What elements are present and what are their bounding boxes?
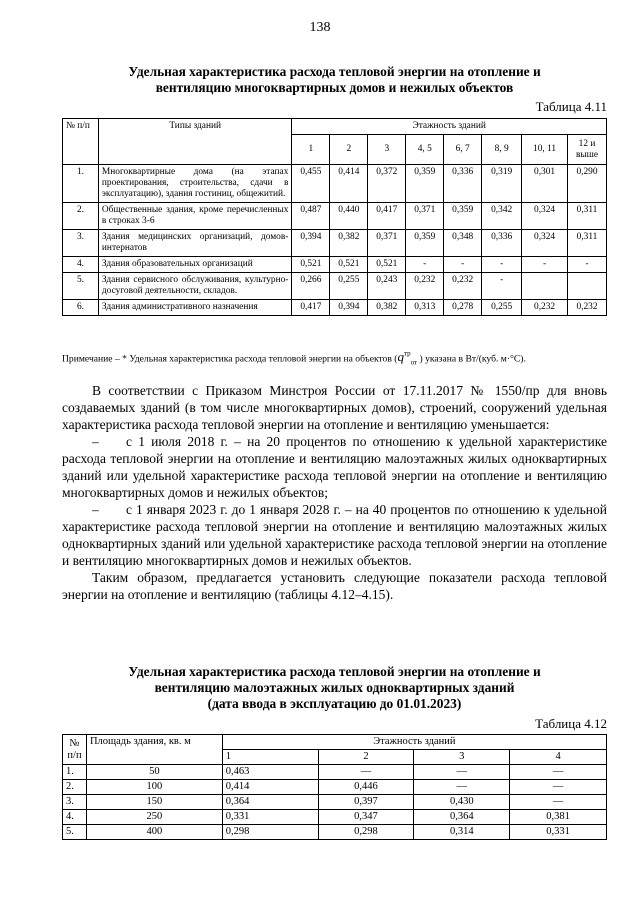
- table2-row-area: 100: [86, 780, 222, 795]
- table1-row-name: Здания образовательных организаций: [98, 257, 292, 273]
- table2-row-num: 2.: [63, 780, 87, 795]
- table2-heading: [62, 664, 607, 712]
- table1-cell: 0,372: [368, 165, 406, 203]
- table1-cell: [522, 273, 568, 300]
- list-item-1-text: с 1 июля 2018 г. – на 20 процентов по отношению к удельной характеристике расхода тепловой энергии на отопление и вентиляцию малоэтажных жилых одноквартирных зданий или удельной характеристике расхода тепловой энергии на отопление и вентиляцию многоквартирных домов и нежилых объектов;: [62, 434, 607, 500]
- table1-row-name: Здания медицинских организаций, домов-интернатов: [98, 230, 292, 257]
- table2-floor-header: 2: [318, 750, 414, 765]
- table1-cell: 0,417: [368, 203, 406, 230]
- table1-floor-header: 12 и выше: [568, 135, 607, 165]
- table2-cell: —: [318, 765, 414, 780]
- table1-cell: 0,255: [482, 300, 522, 316]
- table1-cell: 0,440: [330, 203, 368, 230]
- note-text-after: ) указана в Вт/(куб. м·°С).: [419, 353, 526, 365]
- table1-cell: 0,278: [444, 300, 482, 316]
- table1-cell: 0,521: [330, 257, 368, 273]
- table1-cell: 0,359: [444, 203, 482, 230]
- table1-cell: 0,243: [368, 273, 406, 300]
- list-item-2-text: с 1 января 2023 г. до 1 января 2028 г. – на 40 процентов по отношению к удельной характеристике расхода тепловой энергии на отопление и вентиляцию малоэтажных жилых одноквартирных зданий или удельной характеристике расхода тепловой энергии на отопление и вентиляцию многоквартирных домов и нежилых объектов.: [62, 502, 607, 568]
- table2-cell: 0,430: [414, 795, 510, 810]
- table1-heading-line1: Удельная характеристика расхода тепловой энергии на отопление и: [128, 64, 541, 79]
- table2-cell: 0,347: [318, 810, 414, 825]
- table1-row: [63, 257, 607, 273]
- table1-cell: 0,266: [292, 273, 330, 300]
- table1-note: [62, 344, 622, 373]
- table2-row: [63, 765, 607, 780]
- table1-cell: 0,348: [444, 230, 482, 257]
- table1: [62, 118, 607, 316]
- table1-cell: 0,255: [330, 273, 368, 300]
- table1-cell: 0,290: [568, 165, 607, 203]
- table2-cell: 0,298: [318, 825, 414, 840]
- table1-cell: 0,311: [568, 203, 607, 230]
- table2-floor-header: 4: [510, 750, 607, 765]
- table1-cell: 0,382: [330, 230, 368, 257]
- table2-floor-header: 1: [222, 750, 318, 765]
- table1-row: [63, 273, 607, 300]
- table1-cell: 0,232: [444, 273, 482, 300]
- table1-cell: [568, 273, 607, 300]
- table1-header-type: Типы зданий: [98, 119, 292, 165]
- table2-row: [63, 810, 607, 825]
- table1-row-name: Общественные здания, кроме перечисленных в строках 3-6: [98, 203, 292, 230]
- table1-cell: 0,487: [292, 203, 330, 230]
- table2-floor-header: 3: [414, 750, 510, 765]
- table2-cell: 0,381: [510, 810, 607, 825]
- table2-cell: —: [510, 765, 607, 780]
- table1-row: [63, 165, 607, 203]
- table2-row: [63, 825, 607, 840]
- table2-row-num: 5.: [63, 825, 87, 840]
- table2-row-num: 3.: [63, 795, 87, 810]
- table2-row-area: 150: [86, 795, 222, 810]
- table2-cell: 0,298: [222, 825, 318, 840]
- table2-heading-line3: (дата ввода в эксплуатацию до 01.01.2023): [207, 696, 462, 711]
- table1-cell: 0,319: [482, 165, 522, 203]
- table2-header-area: Площадь здания, кв. м: [86, 735, 222, 765]
- table2-row-area: 50: [86, 765, 222, 780]
- table2-cell: 0,446: [318, 780, 414, 795]
- list-item-2: [62, 501, 607, 569]
- table1-row-num: 4.: [63, 257, 99, 273]
- table1-row-name: Многоквартирные дома (на этапах проектирования, строительства, сдачи в эксплуатацию), здания гостиниц, общежитий.: [98, 165, 292, 203]
- note-symbol: $q^{тр}_{от}$: [397, 349, 418, 367]
- table1-header-floors: Этажность зданий: [292, 119, 607, 135]
- table2-row-area: 400: [86, 825, 222, 840]
- table1-cell: -: [406, 257, 444, 273]
- table1-cell: 0,342: [482, 203, 522, 230]
- table1-floor-header: 3: [368, 135, 406, 165]
- table1-row-num: 5.: [63, 273, 99, 300]
- table1-cell: 0,324: [522, 230, 568, 257]
- body-text: [62, 382, 607, 603]
- table1-row: [63, 230, 607, 257]
- table2-cell: 0,314: [414, 825, 510, 840]
- table2-header-num: № п/п: [63, 735, 87, 765]
- table2-row: [63, 795, 607, 810]
- note-text-before: Примечание – * Удельная характеристика расхода тепловой энергии на объектов (: [62, 353, 398, 365]
- table2-header-floors: Этажность зданий: [222, 735, 606, 750]
- table1-cell: 0,313: [406, 300, 444, 316]
- table1-cell: -: [482, 273, 522, 300]
- table2-row-num: 4.: [63, 810, 87, 825]
- table2-cell: —: [414, 780, 510, 795]
- table2-row-num: 1.: [63, 765, 87, 780]
- table1-floor-header: 2: [330, 135, 368, 165]
- table1-heading-line2: вентиляцию многоквартирных домов и нежилых объектов: [155, 80, 514, 95]
- table2-cell: 0,414: [222, 780, 318, 795]
- table2-cell: 0,364: [414, 810, 510, 825]
- table1-floor-header: 10, 11: [522, 135, 568, 165]
- list-item-1: [62, 433, 607, 501]
- table1-floor-header: 1: [292, 135, 330, 165]
- table1-row-num: 6.: [63, 300, 99, 316]
- table1-cell: 0,521: [292, 257, 330, 273]
- table1-cell: 0,394: [330, 300, 368, 316]
- table1-cell: 0,417: [292, 300, 330, 316]
- table1-header-num: № п/п: [63, 119, 99, 165]
- table1-cell: 0,382: [368, 300, 406, 316]
- table2-cell: 0,331: [222, 810, 318, 825]
- table1-floor-header: 4, 5: [406, 135, 444, 165]
- table2-cell: 0,397: [318, 795, 414, 810]
- table2-cell: 0,331: [510, 825, 607, 840]
- dash-marker: –: [92, 502, 99, 517]
- table1-row-num: 1.: [63, 165, 99, 203]
- table2-row-area: 250: [86, 810, 222, 825]
- table1-row: [63, 300, 607, 316]
- table2-cell: —: [510, 795, 607, 810]
- table1-cell: 0,232: [568, 300, 607, 316]
- table1-cell: 0,232: [522, 300, 568, 316]
- table1-cell: -: [568, 257, 607, 273]
- table1-cell: -: [522, 257, 568, 273]
- paragraph-2: Таким образом, предлагается установить следующие показатели расхода тепловой энергии на отопление и вентиляцию (таблицы 4.12–4.15).: [62, 570, 607, 602]
- table1-cell: 0,336: [444, 165, 482, 203]
- table2-cell: 0,364: [222, 795, 318, 810]
- table1-row-name: Здания сервисного обслуживания, культурно-досуговой деятельности, складов.: [98, 273, 292, 300]
- table1-floor-header: 6, 7: [444, 135, 482, 165]
- table1-cell: -: [444, 257, 482, 273]
- table1-cell: 0,394: [292, 230, 330, 257]
- table1-row-num: 2.: [63, 203, 99, 230]
- table1-cell: 0,371: [406, 203, 444, 230]
- table1-cell: 0,371: [368, 230, 406, 257]
- table1-cell: 0,232: [406, 273, 444, 300]
- table2-cell: —: [510, 780, 607, 795]
- table2: [62, 734, 607, 840]
- table1-cell: 0,414: [330, 165, 368, 203]
- page-number: 138: [309, 20, 331, 35]
- table1-cell: 0,311: [568, 230, 607, 257]
- table2-heading-line2: вентиляцию малоэтажных жилых одноквартирных зданий: [154, 680, 515, 695]
- table1-cell: 0,336: [482, 230, 522, 257]
- table1-cell: 0,359: [406, 230, 444, 257]
- table2-cell: 0,463: [222, 765, 318, 780]
- table1-cell: 0,359: [406, 165, 444, 203]
- table1-row: [63, 203, 607, 230]
- dash-marker: –: [92, 434, 99, 449]
- table2-caption: Таблица 4.12: [535, 716, 607, 731]
- table2-row: [63, 780, 607, 795]
- table1-row-num: 3.: [63, 230, 99, 257]
- table1-cell: 0,521: [368, 257, 406, 273]
- table1-cell: 0,301: [522, 165, 568, 203]
- table1-heading: [62, 64, 607, 96]
- table1-row-name: Здания административного назначения: [98, 300, 292, 316]
- table2-cell: —: [414, 765, 510, 780]
- table1-cell: -: [482, 257, 522, 273]
- table1-cell: 0,324: [522, 203, 568, 230]
- table2-heading-line1: Удельная характеристика расхода тепловой энергии на отопление и: [128, 664, 541, 679]
- paragraph-1: В соответствии с Приказом Минстроя России от 17.11.2017 № 1550/пр для вновь создаваемых зданий (в том числе многоквартирных домов), строений, сооружений удельная характеристика расхода тепловой энергии на отопление и вентиляцию уменьшается:: [62, 383, 607, 432]
- table1-caption: Таблица 4.11: [535, 99, 607, 114]
- table1-floor-header: 8, 9: [482, 135, 522, 165]
- table1-cell: 0,455: [292, 165, 330, 203]
